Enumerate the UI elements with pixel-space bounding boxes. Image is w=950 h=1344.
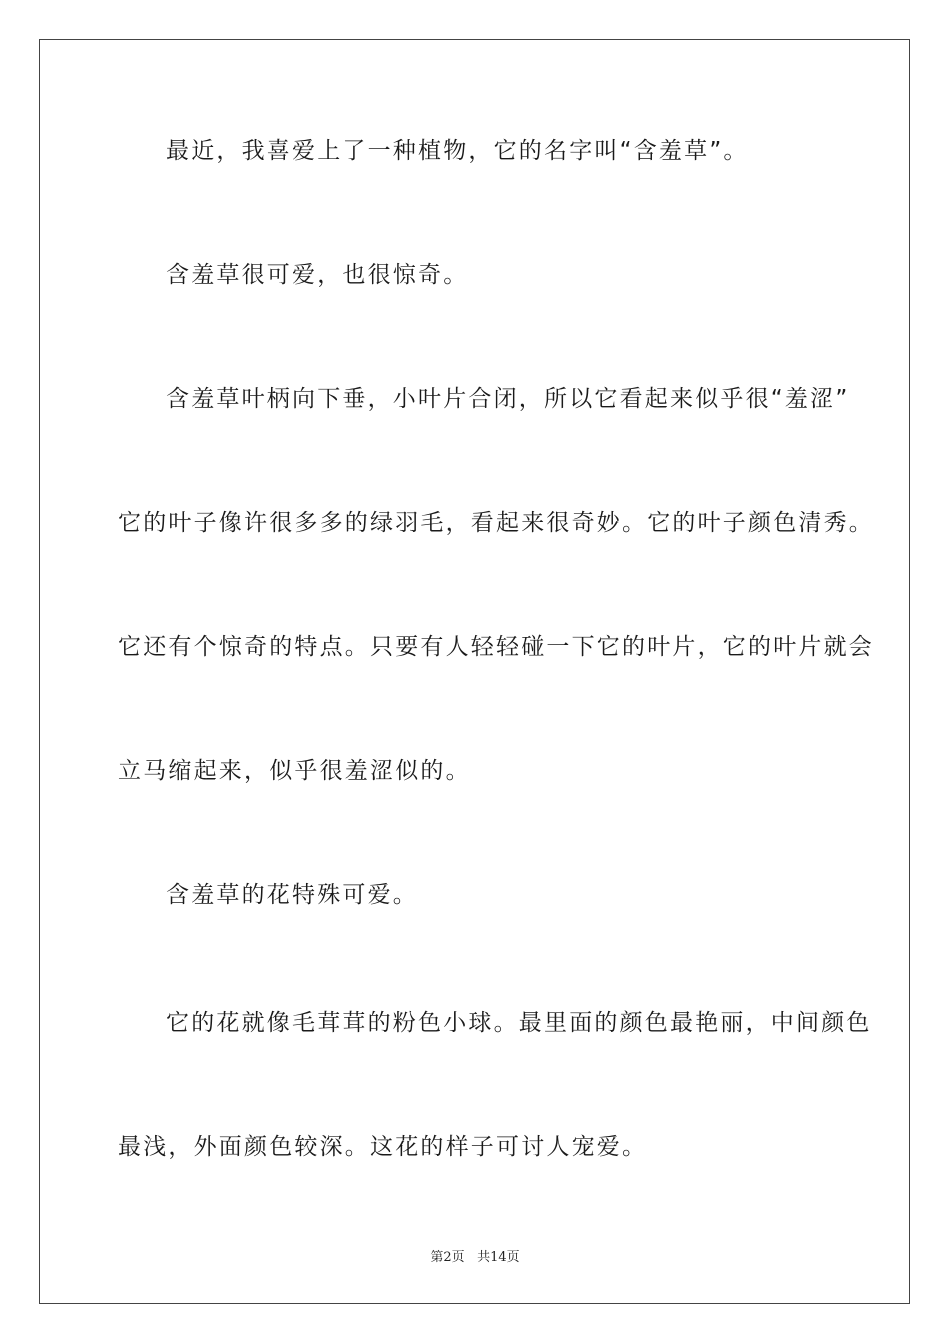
paragraph-line-3: 含羞草叶柄向下垂，小叶片合闭，所以它看起来似乎很“羞涩” <box>166 386 850 412</box>
page-border <box>39 39 910 1304</box>
paragraph-line-1: 最近，我喜爱上了一种植物，它的名字叫“含羞草”。 <box>166 138 749 164</box>
paragraph-line-4: 它的叶子像许很多多的绿羽毛，看起来很奇妙。它的叶子颜色清秀。 <box>118 510 874 536</box>
paragraph-line-9: 最浅，外面颜色较深。这花的样子可讨人宠爱。 <box>118 1134 648 1160</box>
page-number: 第2页 <box>430 1250 465 1265</box>
page-total: 共14页 <box>477 1250 520 1265</box>
paragraph-line-5: 它还有个惊奇的特点。只要有人轻轻碰一下它的叶片，它的叶片就会 <box>118 634 874 660</box>
paragraph-line-8: 它的花就像毛茸茸的粉色小球。最里面的颜色最艳丽，中间颜色 <box>166 1010 872 1036</box>
paragraph-line-7: 含羞草的花特殊可爱。 <box>166 882 418 908</box>
paragraph-line-2: 含羞草很可爱，也很惊奇。 <box>166 262 469 288</box>
paragraph-line-6: 立马缩起来，似乎很羞涩似的。 <box>118 758 471 784</box>
page-footer <box>0 1246 950 1265</box>
